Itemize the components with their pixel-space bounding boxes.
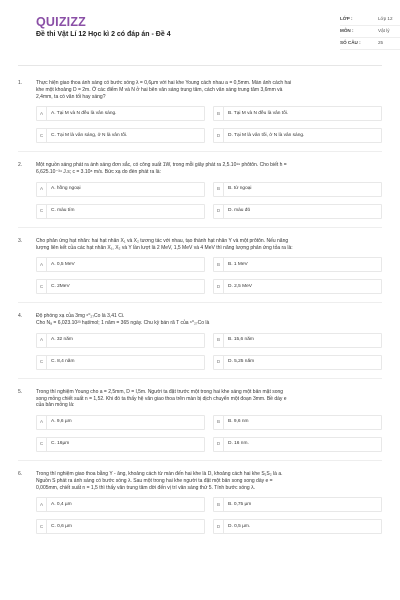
page-header xyxy=(18,0,393,66)
option-d[interactable] xyxy=(213,128,382,143)
option-letter: B xyxy=(214,183,224,196)
option-d[interactable] xyxy=(213,355,382,370)
option-text: B. tử ngoại xyxy=(228,186,252,192)
option-a[interactable] xyxy=(36,106,205,121)
question-body xyxy=(36,238,382,295)
option-c[interactable] xyxy=(36,279,205,294)
option-grid xyxy=(36,106,382,143)
question-body xyxy=(36,80,382,143)
option-b[interactable] xyxy=(213,106,382,121)
question-3 xyxy=(18,238,382,295)
option-d[interactable] xyxy=(213,279,382,294)
quizizz-logo: QUIZIZZ xyxy=(36,15,87,29)
option-text: A. hồng ngoại xyxy=(51,186,81,192)
question-body xyxy=(36,471,382,534)
option-text: A. Tại M và N đều là vân sáng. xyxy=(51,110,117,116)
meta-value: Vật lý xyxy=(378,28,390,34)
option-text: A. 0,4 µm xyxy=(51,501,72,507)
option-letter: D xyxy=(214,520,224,533)
option-letter: D xyxy=(214,280,224,293)
meta-row-subject xyxy=(340,26,400,38)
option-a[interactable] xyxy=(36,182,205,197)
option-text: A. 32 năm xyxy=(51,337,73,343)
question-body xyxy=(36,389,382,452)
option-letter: A xyxy=(37,334,47,347)
meta-key: SỐ CÂU : xyxy=(340,40,361,46)
option-text: D. 5,25 năm xyxy=(228,359,255,365)
option-text: D. 16 nm. xyxy=(228,441,249,447)
option-c[interactable] xyxy=(36,204,205,219)
option-letter: A xyxy=(37,183,47,196)
option-d[interactable] xyxy=(213,519,382,534)
meta-value: Lớp 12 xyxy=(378,16,393,22)
option-grid xyxy=(36,333,382,370)
option-letter: D xyxy=(214,356,224,369)
question-number: 4. xyxy=(18,313,23,320)
option-letter: B xyxy=(214,258,224,271)
meta-row-count xyxy=(340,38,400,50)
option-letter: B xyxy=(214,107,224,120)
meta-table xyxy=(340,14,400,50)
option-a[interactable] xyxy=(36,415,205,430)
meta-row-class xyxy=(340,14,400,26)
option-letter: D xyxy=(214,129,224,142)
option-text: C. Tại M là vân sáng, ở N là vân tối. xyxy=(51,132,128,138)
option-letter: C xyxy=(37,280,47,293)
question-list xyxy=(18,66,382,534)
question-body xyxy=(36,162,382,219)
divider xyxy=(18,378,382,379)
question-4 xyxy=(18,313,382,370)
divider xyxy=(18,460,382,461)
question-2 xyxy=(18,162,382,219)
divider xyxy=(18,227,382,228)
option-d[interactable] xyxy=(213,437,382,452)
option-c[interactable] xyxy=(36,437,205,452)
option-letter: B xyxy=(214,498,224,511)
option-text: C. 2MeV xyxy=(51,283,70,289)
option-letter: C xyxy=(37,520,47,533)
option-letter: C xyxy=(37,356,47,369)
meta-key: MÔN : xyxy=(340,28,354,34)
option-text: B. 0,75 µm xyxy=(228,501,252,507)
question-text: Cho phản ứng hạt nhân: hai hạt nhân X₁ và X₂ tương tác với nhau, tạo thành hạt nhân Y và một prôtôn. Nếu năng lượng liên kết của các hạt nhân X₁, X₂ và Y lần lượt là 2 MeV, 1,5 MeV và 4 MeV thì năng lượng phản ứng tỏa ra là: xyxy=(36,237,293,251)
option-d[interactable] xyxy=(213,204,382,219)
option-letter: C xyxy=(37,205,47,218)
option-letter: A xyxy=(37,107,47,120)
option-text: D. 0,5 µm. xyxy=(228,523,251,529)
option-a[interactable] xyxy=(36,257,205,272)
question-body xyxy=(36,313,382,370)
option-text: D. Tại M là vân tối, ở N là vân sáng. xyxy=(228,132,305,138)
option-text: B. 15,6 năm xyxy=(228,337,254,343)
question-number: 5. xyxy=(18,388,23,395)
option-grid xyxy=(36,497,382,534)
option-text: C. màu tím xyxy=(51,208,75,214)
option-letter: B xyxy=(214,334,224,347)
option-text: D. 2,5 MeV xyxy=(228,283,252,289)
option-letter: D xyxy=(214,438,224,451)
question-text: Độ phóng xạ của 3mg ⁶⁰₂₇Co là 3,41 Ci. Cho Nₐ = 6,023.10²³ hạt/mol; 1 năm = 365 ngày. Chu kỳ bán rã T của ⁶⁰₂₇Co là xyxy=(36,313,210,326)
option-b[interactable] xyxy=(213,182,382,197)
option-b[interactable] xyxy=(213,257,382,272)
option-text: A. 9,6 µm xyxy=(51,419,72,425)
page-title: Đề thi Vật Lí 12 Học kì 2 có đáp án - Đề 4 xyxy=(36,31,171,38)
question-text: Trong thí nghiệm Young cho a = 2,5mm, D = l,5m. Người ta đặt trước một trong hai khe sáng một bản mặt song song mỏng chiết suất n = 1,52. Khi đó ta thấy hệ vân giao thoa trên màn bị dịch chuyển một đoạn 3mm. Bề dày e của bản mỏng là: xyxy=(36,388,287,409)
meta-value: 25 xyxy=(378,40,384,46)
option-c[interactable] xyxy=(36,128,205,143)
question-number: 3. xyxy=(18,237,23,244)
option-a[interactable] xyxy=(36,497,205,512)
option-b[interactable] xyxy=(213,497,382,512)
question-6 xyxy=(18,471,382,534)
question-number: 6. xyxy=(18,471,23,477)
question-5 xyxy=(18,389,382,452)
question-text: Thực hiện giao thoa ánh sáng có bước sóng λ = 0,6µm với hai khe Young cách nhau a = 0,5mm. Màn ảnh cách hai khe một khoảng D = 2m. Ở các điểm M và N ở hai bên vân sáng trung tâm, cách vân sáng trung tâm 3,6mm và 2,4mm, ta có vân tối hay sáng? xyxy=(36,80,292,100)
option-letter: D xyxy=(214,205,224,218)
option-text: C. 16µm xyxy=(51,441,70,447)
option-a[interactable] xyxy=(36,333,205,348)
option-text: C. 0,6 µm xyxy=(51,523,72,529)
option-c[interactable] xyxy=(36,519,205,534)
option-b[interactable] xyxy=(213,415,382,430)
option-letter: A xyxy=(37,416,47,429)
option-text: B. 1 MeV xyxy=(228,261,248,267)
option-text: C. 8,4 năm xyxy=(51,359,75,365)
question-text: Một nguồn sáng phát ra ánh sáng đơn sắc, có công suất 1W, trong mỗi giây phát ra 2,5.10¹⁹ phôtôn. Cho biết h = 6,625.10⁻³⁴ J.s; c = 3.10⁸ m/s. Bức xạ do đèn phát ra là: xyxy=(36,162,287,175)
divider xyxy=(18,151,382,152)
option-text: B. Tại M và N đều là vân tối. xyxy=(228,110,289,116)
question-number: 1. xyxy=(18,80,23,86)
option-b[interactable] xyxy=(213,333,382,348)
option-grid xyxy=(36,257,382,294)
option-letter: C xyxy=(37,129,47,142)
option-grid xyxy=(36,182,382,219)
option-grid xyxy=(36,415,382,452)
meta-key: LỚP : xyxy=(340,16,353,22)
option-text: D. màu đỏ xyxy=(228,208,251,214)
question-1 xyxy=(18,80,382,143)
divider xyxy=(18,302,382,303)
option-letter: B xyxy=(214,416,224,429)
question-number: 2. xyxy=(18,162,23,169)
option-text: B. 9,6 nm xyxy=(228,419,249,425)
option-letter: A xyxy=(37,258,47,271)
question-text: Trong thí nghiệm giao thoa bằng Y - âng, khoảng cách từ màn đến hai khe là D, khoảng cách hai khe S₁S₂ là a. Nguồn S phát ra ánh sáng có bước sóng λ. Sau một trong hai khe người ta đặt một bản song song dày e = 0,005mm, chiết suất n = 1,5 thì thấy vân trung tâm dời đến vị trí vân sáng thứ 5. Tính bước sóng λ. xyxy=(36,471,283,491)
option-text: A. 0,5 MeV xyxy=(51,261,75,267)
option-letter: A xyxy=(37,498,47,511)
option-letter: C xyxy=(37,438,47,451)
option-c[interactable] xyxy=(36,355,205,370)
